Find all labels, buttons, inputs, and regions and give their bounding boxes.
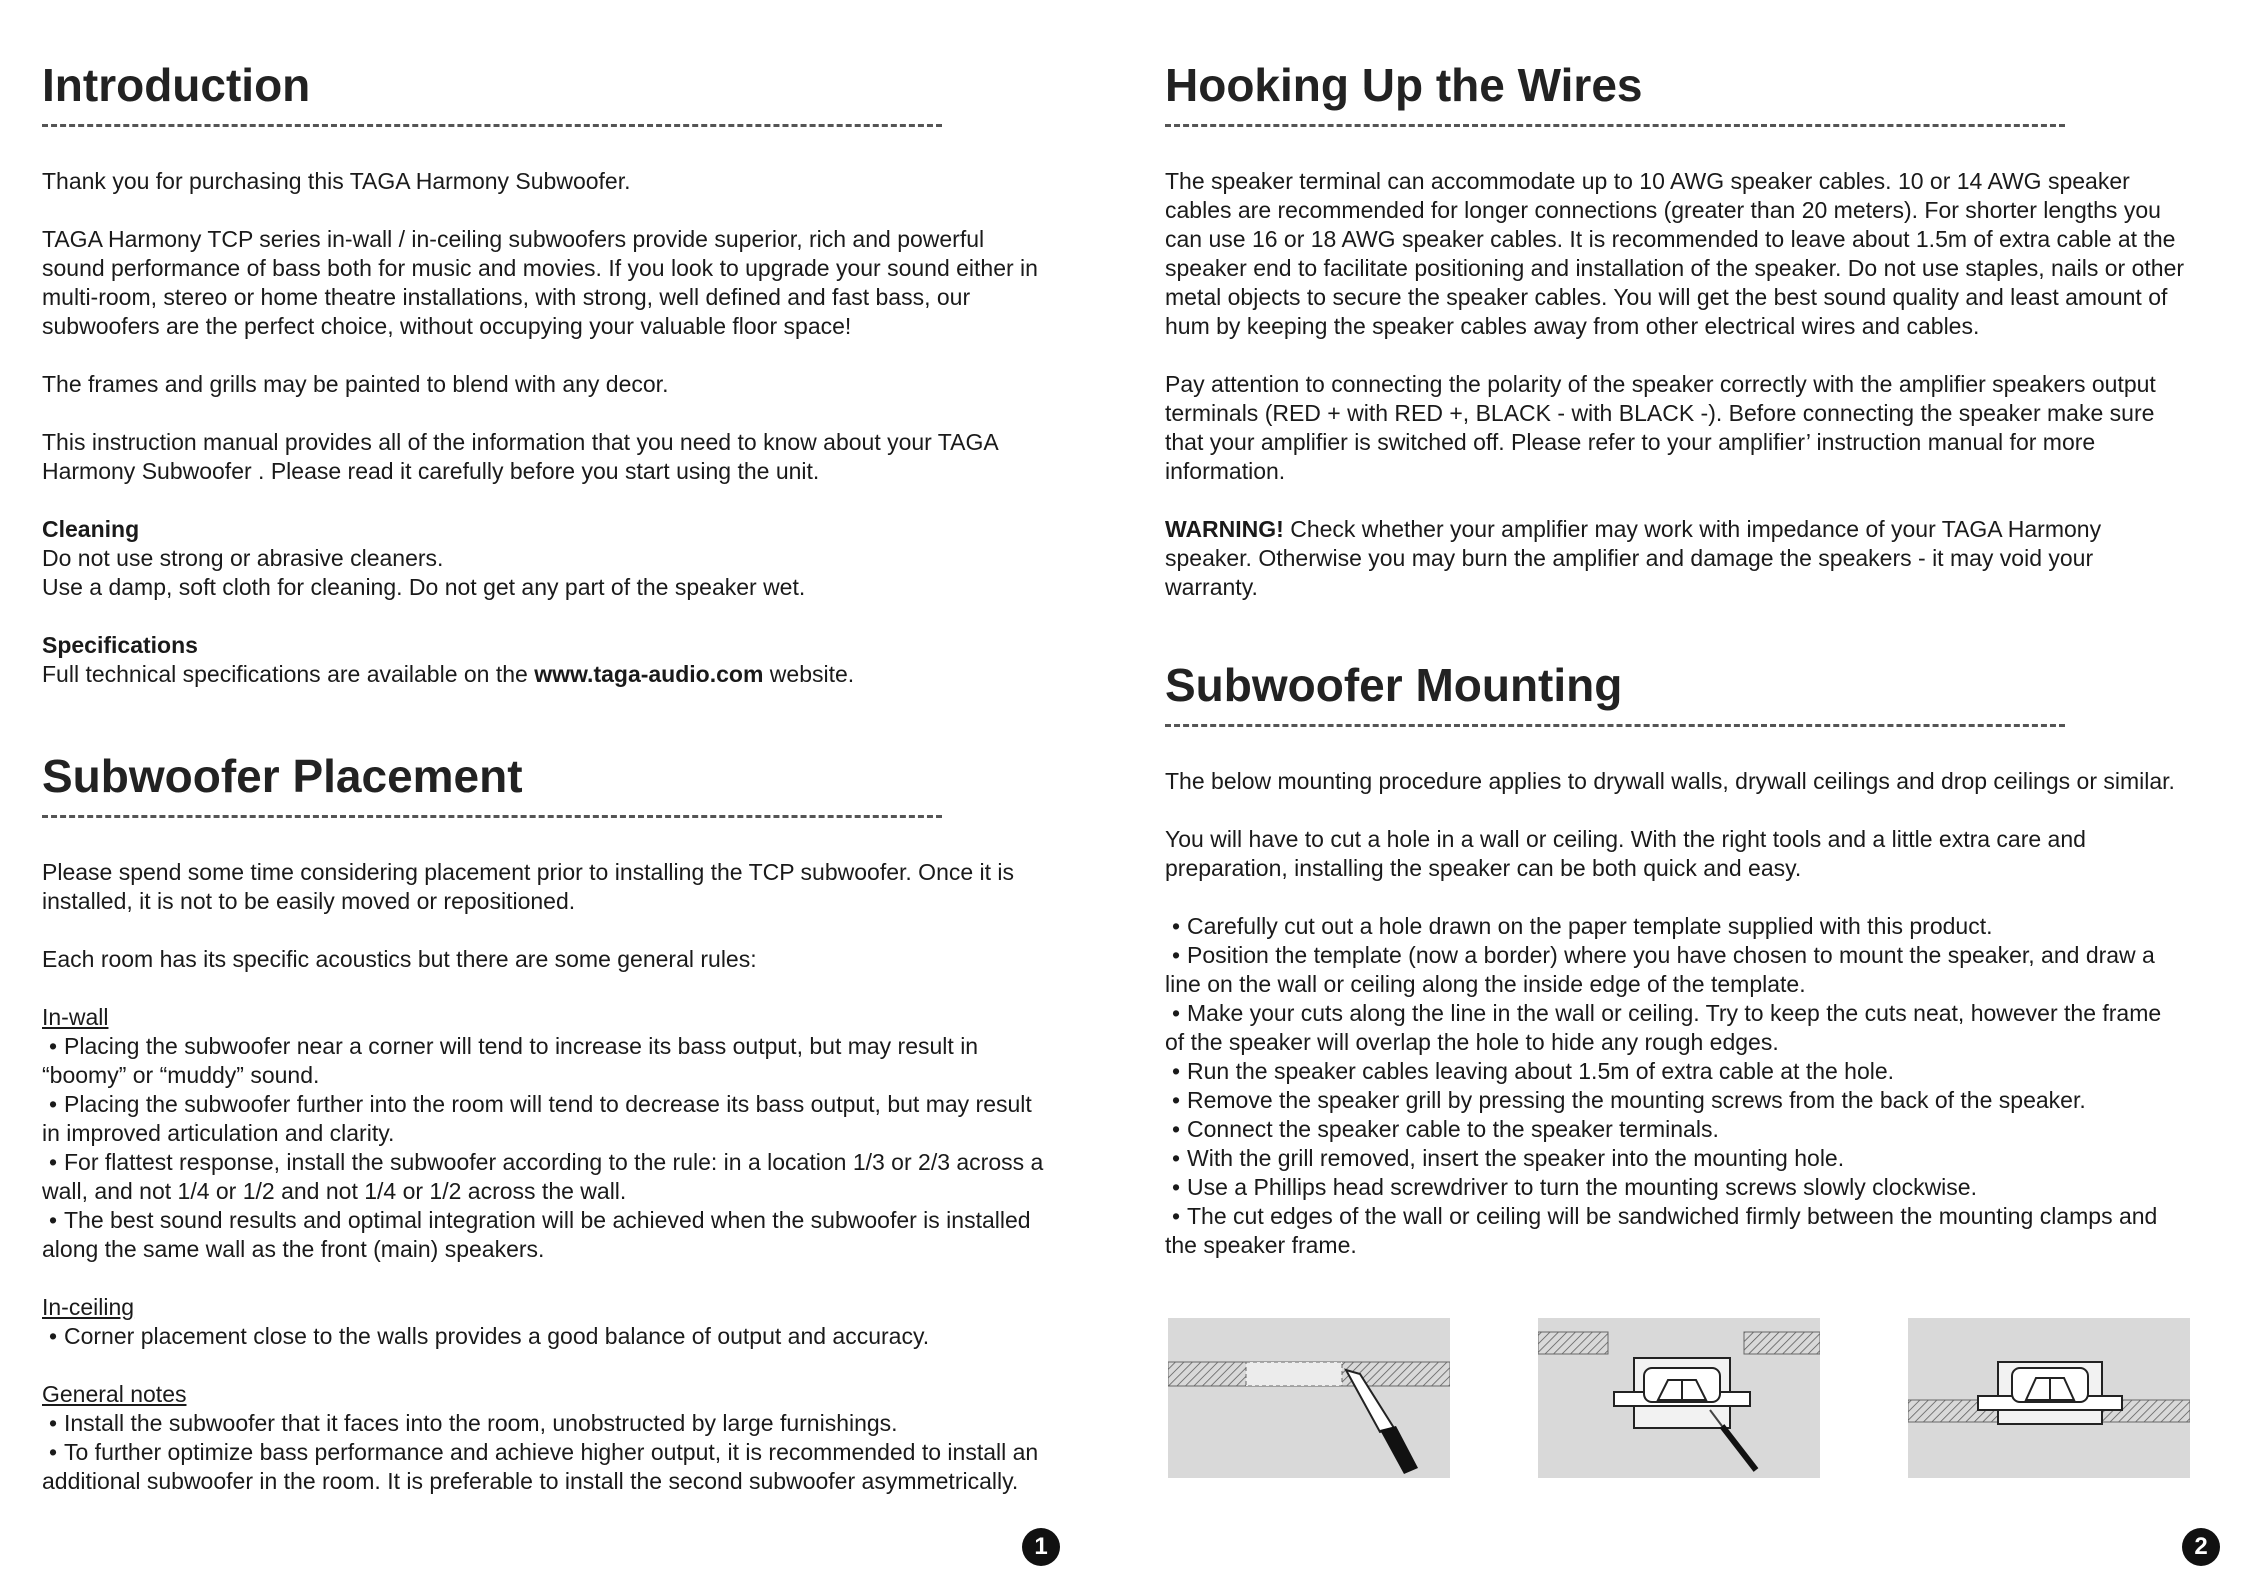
website-link[interactable]: www.taga-audio.com	[534, 661, 764, 687]
cleaning-block	[42, 515, 1052, 602]
cutting-hole-illustration	[1168, 1318, 1450, 1478]
wires-paragraph-2: Pay attention to connecting the polarity of the speaker correctly with the amplifier speakers output terminals (RED + with RED +, BLACK - with BLACK -). Before connecting the speaker make sure that your amplifier is switched off. Please refer to your amplifier’ instruction manual for more information.	[1165, 371, 2156, 484]
intro-paragraph-1: Thank you for purchasing this TAGA Harmony Subwoofer.	[42, 168, 631, 194]
list-item: • For flattest response, install the subwoofer according to the rule: in a location 1/3 or 2/3 across a wall, and not 1/4 or 1/2 and not 1/4 or 1/2 across the wall.	[42, 1148, 1052, 1206]
introduction-title: Introduction	[42, 59, 311, 111]
list-item: • To further optimize bass performance and achieve higher output, it is recommended to install an additional subwoofer in the room. It is preferable to install the second subwoofer asymmetrically.	[42, 1438, 1052, 1496]
intro-paragraph-3: The frames and grills may be painted to blend with any decor.	[42, 371, 669, 397]
mounting-steps	[1165, 912, 2185, 1260]
in-ceiling-block	[42, 1293, 1052, 1351]
specifications-heading: Specifications	[42, 632, 198, 658]
specifications-text-post: website.	[763, 661, 855, 687]
mounting-illustrations	[1168, 1318, 2198, 1498]
placement-paragraph-2: Each room has its specific acoustics but there are some general rules:	[42, 946, 757, 972]
list-item: • With the grill removed, insert the speaker into the mounting hole.	[1165, 1144, 2185, 1173]
mounting-title: Subwoofer Mounting	[1165, 659, 1623, 711]
list-item: • Remove the speaker grill by pressing the mounting screws from the back of the speaker.	[1165, 1086, 2185, 1115]
list-item: • Carefully cut out a hole drawn on the paper template supplied with this product.	[1165, 912, 2185, 941]
mounted-speaker-illustration	[1908, 1318, 2190, 1478]
title-divider	[1165, 724, 2065, 727]
specifications-block	[42, 631, 1052, 689]
cleaning-heading: Cleaning	[42, 516, 140, 542]
left-page	[42, 58, 1052, 1496]
list-item: • The best sound results and optimal integration will be achieved when the subwoofer is installed along the same wall as the front (main) speakers.	[42, 1206, 1052, 1264]
page-number-badge: 2	[2182, 1528, 2220, 1566]
mounting-section	[1165, 658, 2185, 1260]
intro-paragraph-2: TAGA Harmony TCP series in-wall / in-ceiling subwoofers provide superior, rich and powerful sound performance of bass both for music and movies. If you look to upgrade your sound either in multi-room, stereo or home theatre installations, with strong, well defined and fast bass, our subwoofers are the perfect choice, without occupying your valuable floor space!	[42, 226, 1038, 339]
in-wall-heading: In-wall	[42, 1004, 109, 1030]
general-notes-block	[42, 1380, 1052, 1496]
title-divider	[42, 124, 942, 127]
in-wall-block	[42, 1003, 1052, 1264]
list-item: • Placing the subwoofer further into the room will tend to decrease its bass output, but may result in improved articulation and clarity.	[42, 1090, 1052, 1148]
right-page	[1165, 58, 2185, 1260]
general-notes-heading: General notes	[42, 1381, 187, 1407]
intro-paragraph-4: This instruction manual provides all of the information that you need to know about your TAGA Harmony Subwoofer . Please read it carefully before you start using the unit.	[42, 429, 998, 484]
warning-paragraph	[1165, 515, 2185, 602]
wires-title: Hooking Up the Wires	[1165, 59, 1643, 111]
list-item: • Make your cuts along the line in the wall or ceiling. Try to keep the cuts neat, however the frame of the speaker will overlap the hole to hide any rough edges.	[1165, 999, 2185, 1057]
placement-paragraph-1: Please spend some time considering placement prior to installing the TCP subwoofer. Once it is installed, it is not to be easily moved or repositioned.	[42, 859, 1015, 914]
mounting-paragraph-2: You will have to cut a hole in a wall or ceiling. With the right tools and a little extra care and preparation, installing the speaker can be both quick and easy.	[1165, 826, 2086, 881]
mounting-paragraph-1: The below mounting procedure applies to drywall walls, drywall ceilings and drop ceilings or similar.	[1165, 768, 2175, 794]
list-item: • Placing the subwoofer near a corner will tend to increase its bass output, but may result in “boomy” or “muddy” sound.	[42, 1032, 1052, 1090]
list-item: • Run the speaker cables leaving about 1.5m of extra cable at the hole.	[1165, 1057, 2185, 1086]
placement-title: Subwoofer Placement	[42, 750, 523, 802]
list-item: • Corner placement close to the walls provides a good balance of output and accuracy.	[42, 1322, 1052, 1351]
cleaning-line-2: Use a damp, soft cloth for cleaning. Do not get any part of the speaker wet.	[42, 574, 806, 600]
specifications-text-pre: Full technical specifications are available on the	[42, 661, 535, 687]
introduction-section	[42, 58, 1052, 689]
in-ceiling-heading: In-ceiling	[42, 1294, 135, 1320]
page-number-badge: 1	[1022, 1528, 1060, 1566]
inserting-speaker-illustration	[1538, 1318, 1820, 1478]
list-item: • Install the subwoofer that it faces into the room, unobstructed by large furnishings.	[42, 1409, 1052, 1438]
warning-label: WARNING!	[1165, 516, 1284, 542]
title-divider	[1165, 124, 2065, 127]
list-item: • The cut edges of the wall or ceiling will be sandwiched firmly between the mounting clamps and the speaker frame.	[1165, 1202, 2185, 1260]
cleaning-line-1: Do not use strong or abrasive cleaners.	[42, 545, 444, 571]
list-item: • Connect the speaker cable to the speaker terminals.	[1165, 1115, 2185, 1144]
list-item: • Use a Phillips head screwdriver to turn the mounting screws slowly clockwise.	[1165, 1173, 2185, 1202]
wires-section	[1165, 58, 2185, 602]
wires-paragraph-1: The speaker terminal can accommodate up to 10 AWG speaker cables. 10 or 14 AWG speaker cables are recommended for longer connections (greater than 20 meters). For shorter lengths you can use 16 or 18 AWG speaker cables. It is recommended to leave about 1.5m of extra cable at the speaker end to facilitate positioning and installation of the speaker. Do not use staples, nails or other metal objects to secure the speaker cables. You will get the best sound quality and least amount of hum by keeping the speaker cables away from other electrical wires and cables.	[1165, 168, 2185, 339]
placement-section	[42, 749, 1052, 1496]
list-item: • Position the template (now a border) where you have chosen to mount the speaker, and draw a line on the wall or ceiling along the inside edge of the template.	[1165, 941, 2185, 999]
title-divider	[42, 815, 942, 818]
warning-text: Check whether your amplifier may work with impedance of your TAGA Harmony speaker. Otherwise you may burn the amplifier and damage the speakers - it may void your warranty.	[1165, 516, 2102, 600]
